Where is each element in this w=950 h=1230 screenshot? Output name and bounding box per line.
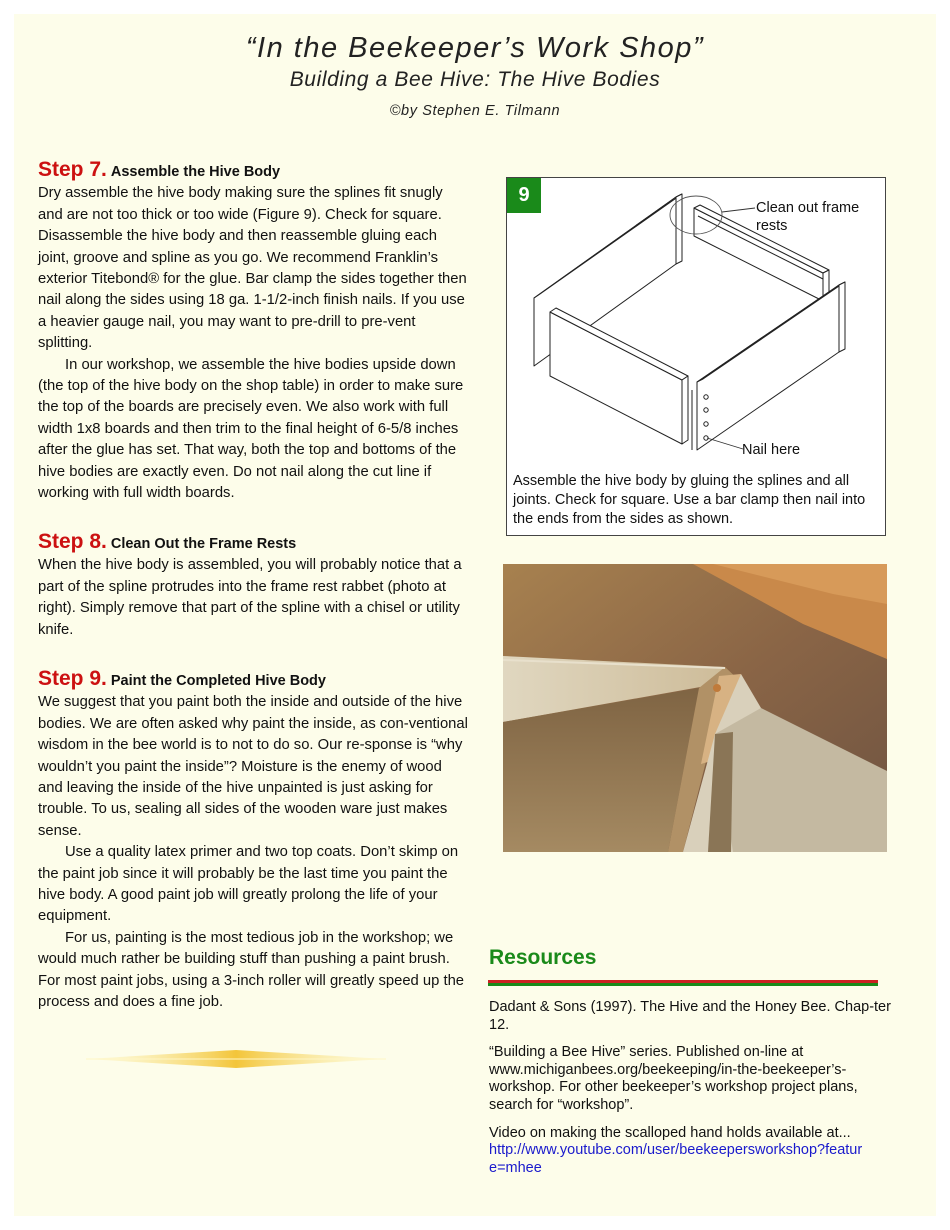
step9-heading xyxy=(38,668,470,692)
youtube-link[interactable]: http://www.youtube.com/user/beekeepersworkshop?feature=mhee xyxy=(489,1142,863,1176)
step9-paragraph-1: We suggest that you paint both the inside and outside of the hive bodies. We are often asked why paint the inside, as con-ventional wisdom in the bee world is to not to do so. Our re-sponse is “why wouldn’t you paint the inside”? Moisture is the enemy of wood and leaving the inside of the hive unpainted is just asking for trouble. To us, sealing all sides of the wooden ware just makes sense. xyxy=(38,694,468,839)
step8-heading xyxy=(38,531,470,555)
page-subtitle: Building a Bee Hive: The Hive Bodies xyxy=(289,68,661,91)
step9-number: Step 9. xyxy=(38,667,107,690)
step7-paragraph-2: In our workshop, we assemble the hive bodies upside down (the top of the hive body on the shop table) in order to make sure the top of the boards are precisely even. We also work with full width 1x8 boards and then trim to the final height of 6-5/8 inches after the glue has set. That way, both the top and bottoms of the hive bodies are exactly even. Do not nail along the cut line if working with full width boards. xyxy=(38,356,464,502)
resources-divider xyxy=(488,980,878,986)
resources-list xyxy=(489,999,904,1187)
resource-item: “Building a Bee Hive” series. Published on-line at www.michiganbees.org/beekeeping/in-the-beekeeper’s-workshop. For other beekeeper’s workshop project plans, search for “workshop”. xyxy=(489,1044,858,1113)
callout-nail-here: Nail here xyxy=(742,442,801,458)
figure-caption: Assemble the hive body by gluing the splines and all joints. Check for square. Use a bar clamp then nail into the ends from the sides as shown. xyxy=(513,473,866,527)
step9-section xyxy=(38,668,470,1014)
page-title: “In the Beekeeper’s Work Shop” xyxy=(245,32,705,64)
frame-rest-photo xyxy=(503,564,887,852)
figure-9 xyxy=(506,177,886,536)
resources-heading: Resources xyxy=(489,946,597,969)
byline: ©by Stephen E. Tilmann xyxy=(389,103,561,119)
callout-clean-frame-rests: Clean out frame rests xyxy=(756,200,860,234)
step9-paragraph-2: Use a quality latex primer and two top coats. Don’t skimp on the paint job since it will probably be the last time you paint the hive body. A good paint job will greatly prolong the life of your equipment. xyxy=(38,844,459,925)
step8-section xyxy=(38,531,470,641)
resource-item: Dadant & Sons (1997). The Hive and the Honey Bee. Chap-ter 12. xyxy=(489,999,891,1033)
step7-heading xyxy=(38,159,470,183)
decorative-ornament xyxy=(86,1049,386,1069)
step7-paragraph-1: Dry assemble the hive body making sure the splines fit snugly and are not too thick or too wide (Figure 9). Check for square. Disassemble the hive body and then reassemble gluing each joint, groove and spline as you go. We recommend Franklin’s exterior Titebond® for the glue. Bar clamp the sides together then nail along the sides using 18 ga. 1-1/2-inch finish nails. If you use a heavier gauge nail, you may want to pre-drill to pre-vent splitting. xyxy=(38,185,467,352)
step7-section xyxy=(38,159,470,505)
resource-video-text: Video on making the scalloped hand holds available at... xyxy=(489,1124,851,1141)
step8-paragraph-1: When the hive body is assembled, you will probably notice that a part of the spline protrudes into the frame rest rabbet (photo at right). Simply remove that part of the spline with a chisel or utility knife. xyxy=(38,557,462,638)
resource-item xyxy=(489,1125,904,1178)
figure-number-badge: 9 xyxy=(507,178,541,213)
step8-title: Clean Out the Frame Rests xyxy=(110,536,297,552)
step9-paragraph-3: For us, painting is the most tedious job in the workshop; we would much rather be building stuff than pushing a paint brush. For most paint jobs, using a 3-inch roller will greatly speed up the process and does a fine job. xyxy=(38,929,465,1011)
step8-number: Step 8. xyxy=(38,530,107,553)
step9-title: Paint the Completed Hive Body xyxy=(110,673,326,689)
step7-number: Step 7. xyxy=(38,158,107,181)
step7-title: Assemble the Hive Body xyxy=(110,164,281,180)
